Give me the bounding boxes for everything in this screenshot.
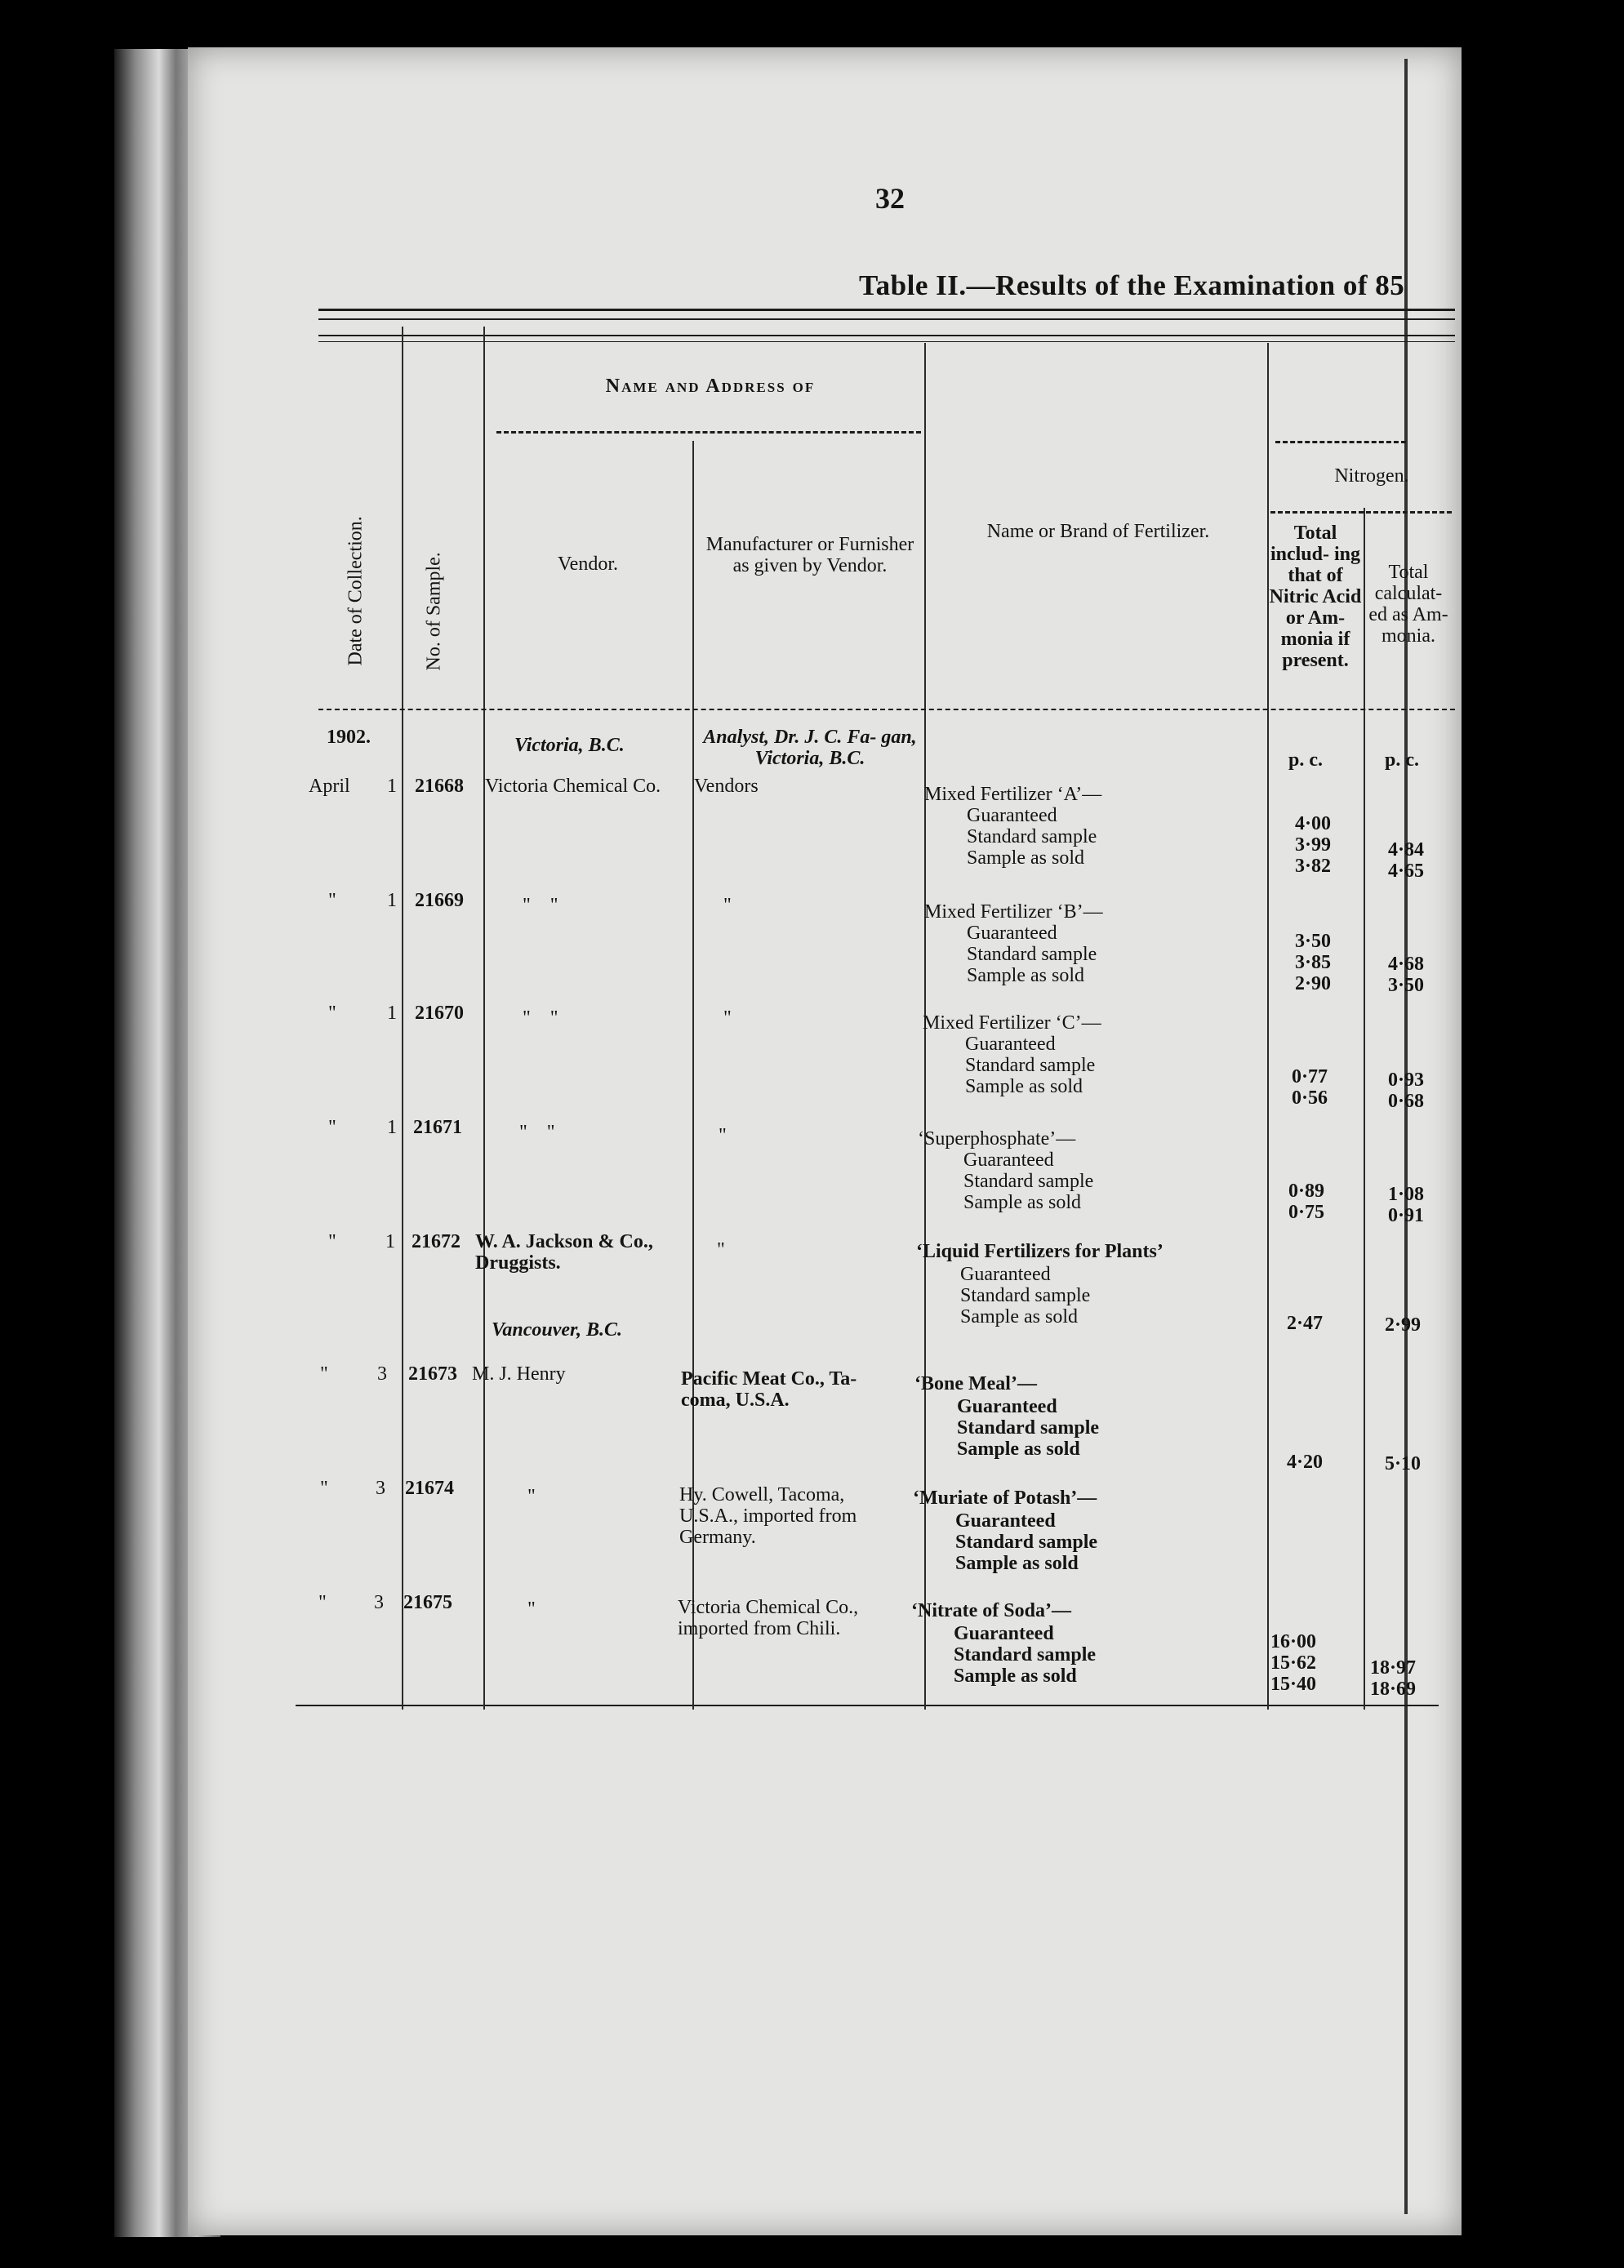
row-2-manufacturer: " bbox=[723, 895, 732, 916]
row-7-manufacturer: Hy. Cowell, Tacoma, U.S.A., imported from Germany. bbox=[679, 1484, 857, 1548]
header-sample: No. of Sample. bbox=[423, 552, 445, 671]
header-date: Date of Collection. bbox=[345, 516, 367, 666]
top-rule-3 bbox=[318, 335, 1455, 336]
header-nitrogen: Nitrogen. bbox=[1334, 465, 1409, 487]
row-2-sample: 21669 bbox=[415, 890, 464, 911]
row-2-line-1: Guaranteed bbox=[967, 923, 1057, 944]
row-2-brand: Mixed Fertilizer ‘B’— bbox=[924, 901, 1103, 923]
row-6-sample: 21673 bbox=[408, 1363, 457, 1385]
row-1-day: 1 bbox=[387, 776, 397, 797]
row-4-ammonia-3: 0·91 bbox=[1388, 1205, 1425, 1226]
row-3-total-2: 0·77 bbox=[1292, 1066, 1328, 1087]
row-2-total-2: 3·85 bbox=[1295, 952, 1332, 973]
row-3-line-1: Guaranteed bbox=[965, 1034, 1056, 1055]
row-8-day: 3 bbox=[374, 1592, 384, 1613]
header-bottom-rule bbox=[318, 709, 1455, 710]
row-1-ammonia-2: 4·84 bbox=[1388, 839, 1425, 861]
row-5-day: 1 bbox=[385, 1231, 395, 1252]
page-edge-rule bbox=[1404, 59, 1408, 2214]
city-vancouver: Vancouver, B.C. bbox=[492, 1319, 623, 1341]
row-4-vendor: " " bbox=[519, 1122, 555, 1143]
top-rule-4 bbox=[318, 341, 1455, 342]
row-5-total-3: 2·47 bbox=[1287, 1313, 1324, 1334]
row-1-total-2: 3·99 bbox=[1295, 834, 1332, 856]
row-4-line-1: Guaranteed bbox=[963, 1150, 1054, 1171]
row-8-vendor: " bbox=[527, 1599, 536, 1620]
row-4-total-2: 0·89 bbox=[1288, 1181, 1325, 1202]
row-1-total-3: 3·82 bbox=[1295, 856, 1332, 877]
row-1-line-1: Guaranteed bbox=[967, 805, 1057, 826]
row-3-manufacturer: " bbox=[723, 1007, 732, 1029]
row-2-month: " bbox=[328, 890, 336, 911]
row-8-brand: ‘Nitrate of Soda’— bbox=[911, 1600, 1071, 1621]
row-4-ammonia-2: 1·08 bbox=[1388, 1184, 1425, 1205]
row-8-total-2: 15·62 bbox=[1270, 1652, 1317, 1674]
row-6-line-2: Standard sample bbox=[957, 1417, 1100, 1439]
row-8-sample: 21675 bbox=[403, 1592, 452, 1613]
row-3-ammonia-3: 0·68 bbox=[1388, 1091, 1425, 1112]
row-2-vendor: " " bbox=[523, 895, 558, 916]
top-rule-2 bbox=[318, 318, 1455, 320]
row-6-line-1: Guaranteed bbox=[957, 1396, 1057, 1417]
row-5-line-1: Guaranteed bbox=[960, 1264, 1051, 1285]
row-1-ammonia-3: 4·65 bbox=[1388, 861, 1425, 882]
row-4-line-2: Standard sample bbox=[963, 1171, 1094, 1192]
row-5-month: " bbox=[328, 1231, 336, 1252]
row-5-line-3: Sample as sold bbox=[960, 1306, 1078, 1327]
nitrogen-underline bbox=[1270, 511, 1452, 514]
row-3-brand: Mixed Fertilizer ‘C’— bbox=[923, 1012, 1101, 1034]
unit-ammonia: p. c. bbox=[1385, 749, 1419, 771]
row-8-ammonia-2: 18·97 bbox=[1370, 1657, 1417, 1679]
row-3-day: 1 bbox=[387, 1003, 397, 1024]
table-title: Table II.—Results of the Examination of 85 bbox=[859, 269, 1405, 301]
row-7-line-1: Guaranteed bbox=[955, 1510, 1056, 1532]
analyst-note: Analyst, Dr. J. C. Fa- gan, Victoria, B.C. bbox=[703, 727, 917, 769]
header-brand: Name or Brand of Fertilizer. bbox=[986, 521, 1210, 542]
year-label: 1902. bbox=[327, 727, 371, 748]
row-2-day: 1 bbox=[387, 890, 397, 911]
row-8-line-3: Sample as sold bbox=[954, 1665, 1077, 1687]
row-8-month: " bbox=[318, 1592, 327, 1613]
row-6-month: " bbox=[320, 1363, 328, 1385]
row-7-month: " bbox=[320, 1478, 328, 1499]
row-8-line-2: Standard sample bbox=[954, 1644, 1097, 1665]
row-8-manufacturer: Victoria Chemical Co., imported from Chili. bbox=[678, 1597, 859, 1639]
row-1-month: April bbox=[309, 776, 350, 797]
row-7-line-3: Sample as sold bbox=[955, 1553, 1079, 1574]
row-7-vendor: " bbox=[527, 1486, 536, 1507]
row-3-total-3: 0·56 bbox=[1292, 1087, 1328, 1109]
row-6-line-3: Sample as sold bbox=[957, 1439, 1080, 1460]
row-1-brand: Mixed Fertilizer ‘A’— bbox=[924, 784, 1102, 805]
name-address-underline bbox=[496, 431, 921, 434]
row-1-line-3: Sample as sold bbox=[967, 847, 1084, 869]
row-5-manufacturer: " bbox=[717, 1239, 725, 1261]
row-6-ammonia-3: 5·10 bbox=[1385, 1453, 1422, 1474]
row-1-manufacturer: Vendors bbox=[694, 776, 759, 797]
row-2-ammonia-3: 3·50 bbox=[1388, 975, 1425, 996]
row-8-total-3: 15·40 bbox=[1270, 1674, 1317, 1695]
row-2-line-3: Sample as sold bbox=[967, 965, 1084, 986]
row-1-vendor: Victoria Chemical Co. bbox=[485, 776, 661, 797]
row-3-line-2: Standard sample bbox=[965, 1055, 1096, 1076]
header-manufacturer: Manufacturer or Furnisher as given by Vendor. bbox=[705, 534, 914, 576]
row-7-sample: 21674 bbox=[405, 1478, 454, 1499]
row-6-manufacturer: Pacific Meat Co., Ta- coma, U.S.A. bbox=[681, 1368, 857, 1411]
row-3-ammonia-2: 0·93 bbox=[1388, 1070, 1425, 1091]
row-2-ammonia-2: 4·68 bbox=[1388, 954, 1425, 975]
row-8-ammonia-3: 18·69 bbox=[1370, 1679, 1417, 1700]
header-total-ammonia: Total calculat- ed as Am- monia. bbox=[1368, 562, 1448, 647]
row-1-line-2: Standard sample bbox=[967, 826, 1097, 847]
city-victoria: Victoria, B.C. bbox=[514, 735, 625, 756]
nitrogen-overline bbox=[1275, 441, 1406, 443]
col-rule-6 bbox=[1364, 508, 1365, 1710]
row-5-line-2: Standard sample bbox=[960, 1285, 1091, 1306]
header-vendor: Vendor. bbox=[558, 554, 618, 575]
row-2-total-3: 2·90 bbox=[1295, 973, 1332, 994]
row-3-month: " bbox=[328, 1003, 336, 1024]
row-4-line-3: Sample as sold bbox=[963, 1192, 1081, 1213]
row-6-day: 3 bbox=[377, 1363, 387, 1385]
row-4-brand: ‘Superphosphate’— bbox=[918, 1128, 1076, 1150]
row-8-total-1: 16·00 bbox=[1270, 1631, 1317, 1652]
row-1-sample: 21668 bbox=[415, 776, 464, 797]
unit-total: p. c. bbox=[1288, 749, 1323, 771]
row-7-brand: ‘Muriate of Potash’— bbox=[913, 1488, 1097, 1509]
row-4-total-3: 0·75 bbox=[1288, 1202, 1325, 1223]
row-5-sample: 21672 bbox=[412, 1231, 461, 1252]
row-6-vendor: M. J. Henry bbox=[472, 1363, 566, 1385]
row-1-total-1: 4·00 bbox=[1295, 813, 1332, 834]
row-5-brand: ‘Liquid Fertilizers for Plants’ bbox=[916, 1241, 1163, 1262]
top-rule-1 bbox=[318, 309, 1455, 311]
header-total-including: Total includ- ing that of Nitric Acid or Am- monia if present. bbox=[1269, 523, 1362, 671]
col-rule-2 bbox=[483, 327, 485, 1710]
row-4-month: " bbox=[328, 1117, 336, 1138]
page-number: 32 bbox=[875, 182, 905, 215]
row-2-total-1: 3·50 bbox=[1295, 931, 1332, 952]
row-4-day: 1 bbox=[387, 1117, 397, 1138]
col-rule-1 bbox=[402, 327, 403, 1710]
row-6-total-3: 4·20 bbox=[1287, 1452, 1324, 1473]
row-6-brand: ‘Bone Meal’— bbox=[914, 1373, 1037, 1394]
row-3-vendor: " " bbox=[523, 1007, 558, 1029]
row-8-line-1: Guaranteed bbox=[954, 1623, 1054, 1644]
row-7-day: 3 bbox=[376, 1478, 385, 1499]
row-2-line-2: Standard sample bbox=[967, 944, 1097, 965]
row-5-ammonia-3: 2·99 bbox=[1385, 1314, 1422, 1336]
row-4-sample: 21671 bbox=[413, 1117, 462, 1138]
row-3-line-3: Sample as sold bbox=[965, 1076, 1083, 1097]
row-7-line-2: Standard sample bbox=[955, 1532, 1098, 1553]
header-name-address: Name and Address of bbox=[605, 376, 816, 397]
row-4-manufacturer: " bbox=[719, 1125, 727, 1146]
row-3-sample: 21670 bbox=[415, 1003, 464, 1024]
row-5-vendor: W. A. Jackson & Co., Druggists. bbox=[475, 1231, 653, 1274]
